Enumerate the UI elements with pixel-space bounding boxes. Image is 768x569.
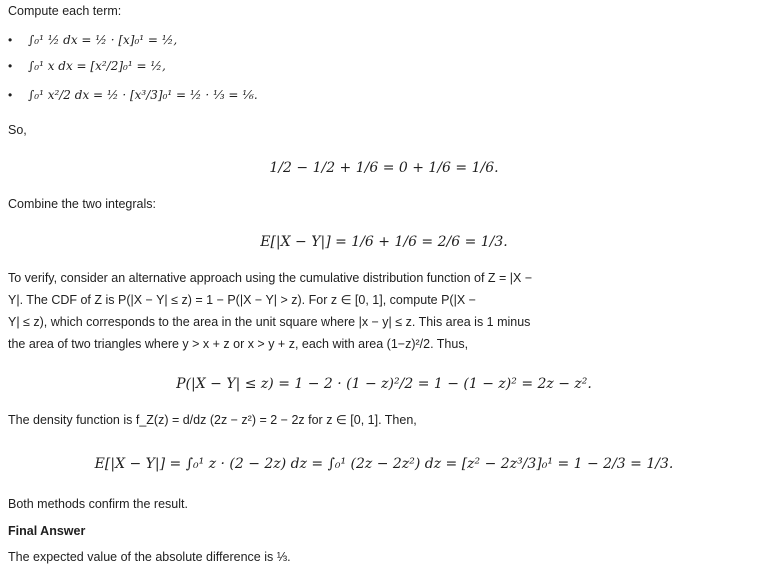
bullet-item-1: ∫₀¹ ½ dx = ½ · [x]₀¹ = ½, [28,33,178,47]
bullet-marker: • [8,88,13,102]
combine-text: Combine the two integrals: [8,197,156,211]
bullet-marker: • [8,33,13,47]
verify-line-2: Y|. The CDF of Z is P(|X − Y| ≤ z) = 1 − P(|X − Y| > z). For z ∈ [0, 1], compute P(|X − [8,293,476,307]
intro-text: Compute each term: [8,4,122,18]
density-text: The density function is f_Z(z) = d/dz (2z − z²) = 2 − 2z for z ∈ [0, 1]. Then, [8,413,417,427]
equation-expected-value: E[|X − Y|] = 1/6 + 1/6 = 2/6 = 1/3. [260,234,508,250]
so-text: So, [8,123,27,137]
confirm-text: Both methods confirm the result. [8,497,188,511]
final-answer-heading: Final Answer [8,524,86,538]
bullet-item-3: ∫₀¹ x²/2 dx = ½ · [x³/3]₀¹ = ½ · ⅓ = ⅙. [28,88,258,102]
bullet-marker: • [8,59,13,73]
verify-line-4: the area of two triangles where y > x + z or x > y + z, each with area (1−z)²/2. Thus, [8,337,469,351]
final-answer-text: The expected value of the absolute difference is ⅓. [8,550,291,564]
verify-line-3: Y| ≤ z), which corresponds to the area in the unit square where |x − y| ≤ z. This area is 1 minus [8,315,531,329]
equation-cdf: P(|X − Y| ≤ z) = 1 − 2 · (1 − z)²/2 = 1 − (1 − z)² = 2z − z². [176,376,592,392]
bullet-item-2: ∫₀¹ x dx = [x²/2]₀¹ = ½, [28,59,166,73]
equation-sum: 1/2 − 1/2 + 1/6 = 0 + 1/6 = 1/6. [269,160,499,176]
equation-integral: E[|X − Y|] = ∫₀¹ z · (2 − 2z) dz = ∫₀¹ (2z − 2z²) dz = [z² − 2z³/3]₀¹ = 1 − 2/3 = 1/3. [94,456,674,472]
verify-line-1: To verify, consider an alternative approach using the cumulative distribution function of Z = |X − [8,271,533,285]
